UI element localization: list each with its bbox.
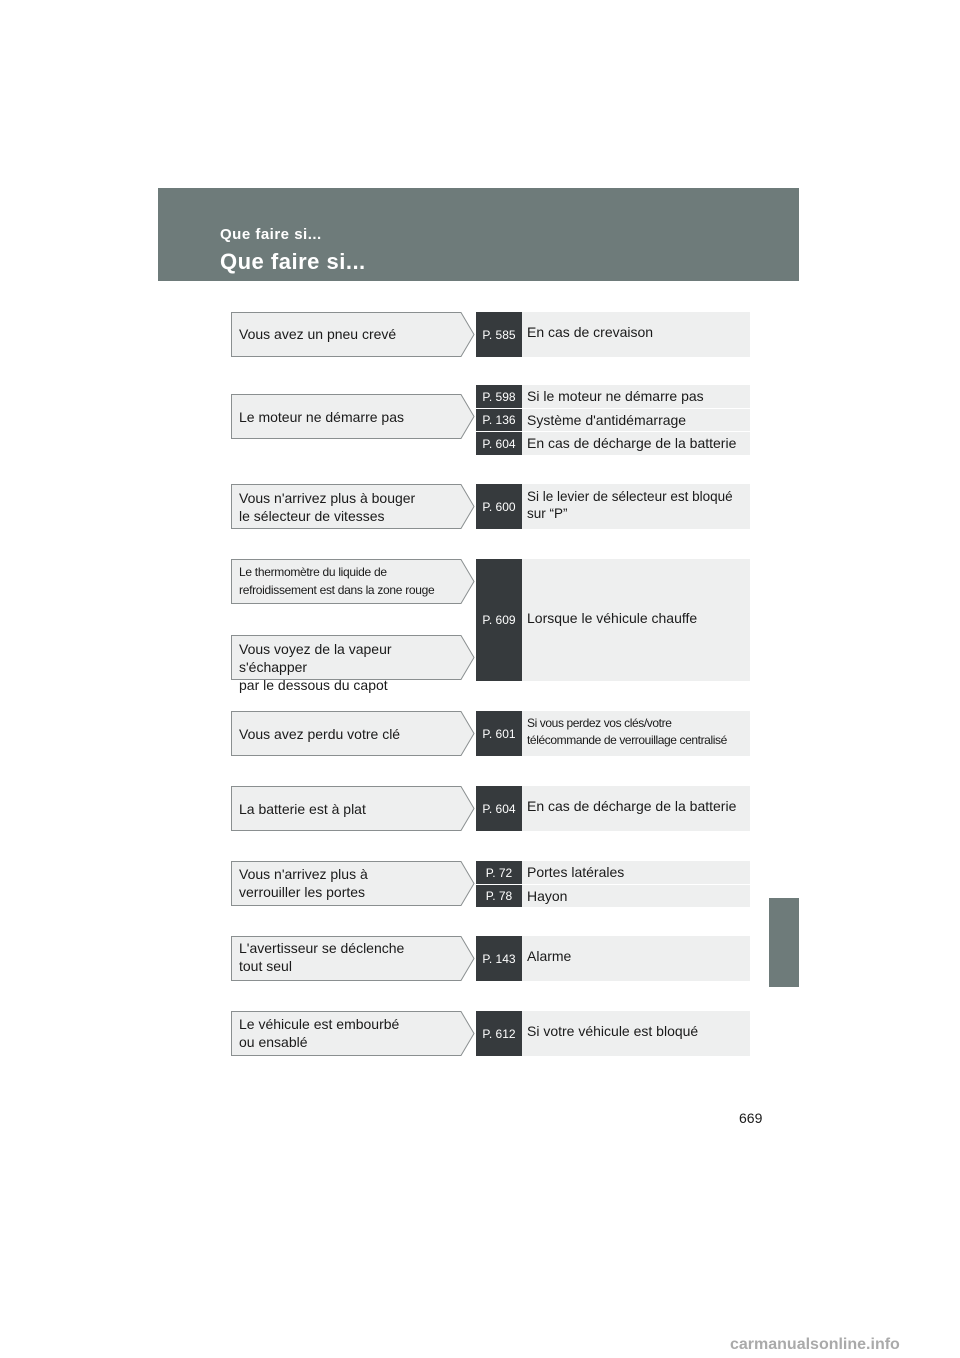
condition-text: Le moteur ne démarre pas — [239, 409, 404, 425]
ref-row[interactable] — [476, 861, 750, 884]
condition-cannot-lock-doors — [231, 861, 475, 906]
ref-row[interactable] — [476, 786, 750, 831]
condition-text: Vous avez perdu votre clé — [239, 726, 401, 742]
ref-row[interactable] — [476, 409, 750, 431]
ref-row[interactable] — [476, 1011, 750, 1056]
condition-selector-stuck — [231, 484, 475, 529]
condition-steam-from-hood — [231, 635, 475, 693]
condition-text: La batterie est à plat — [239, 801, 366, 817]
page-ref: P. 598 — [476, 385, 522, 408]
ref-label: Si le moteur ne démarre pas — [527, 388, 704, 404]
section-header — [158, 188, 799, 281]
ref-label: télécommande de verrouillage centralisé — [527, 733, 727, 747]
ref-row[interactable] — [476, 711, 750, 756]
ref-row[interactable] — [476, 484, 750, 529]
condition-vehicle-stuck — [231, 1011, 475, 1056]
condition-lost-key — [231, 711, 475, 756]
condition-text: verrouiller les portes — [239, 884, 366, 900]
page-ref: P. 143 — [476, 936, 522, 981]
ref-label: En cas de décharge de la batterie — [527, 435, 737, 451]
ref-row[interactable] — [476, 885, 750, 907]
page-ref: P. 78 — [476, 885, 522, 907]
condition-text: Le véhicule est embourbé — [239, 1016, 400, 1032]
condition-text: Vous n'arrivez plus à bouger — [239, 490, 416, 506]
condition-text: Vous avez un pneu crevé — [239, 326, 397, 342]
ref-label: sur “P” — [527, 506, 568, 521]
ref-label: Lorsque le véhicule chauffe — [527, 610, 698, 626]
ref-label: En cas de décharge de la batterie — [527, 798, 737, 814]
page-ref: P. 601 — [476, 711, 522, 756]
chapter-tab — [769, 898, 799, 987]
condition-text: Vous n'arrivez plus à — [239, 866, 368, 882]
page-ref: P. 585 — [476, 312, 522, 357]
condition-alarm-triggers — [231, 936, 475, 981]
ref-row[interactable] — [476, 432, 750, 455]
condition-text: L'avertisseur se déclenche — [239, 940, 405, 956]
watermark: carmanualsonline.info — [730, 1336, 900, 1353]
ref-label: Portes latérales — [527, 864, 625, 880]
condition-battery-flat — [231, 786, 475, 831]
ref-label: Hayon — [527, 888, 568, 904]
page-ref: P. 604 — [476, 786, 522, 831]
condition-text: tout seul — [239, 958, 292, 974]
condition-coolant-temp-red — [231, 559, 475, 604]
ref-label: Système d'antidémarrage — [527, 412, 687, 428]
page-ref: P. 600 — [476, 484, 522, 529]
header-subtitle: Que faire si... — [220, 226, 322, 243]
page-number: 669 — [739, 1110, 763, 1126]
condition-flat-tire — [231, 312, 475, 357]
page-ref: P. 612 — [476, 1011, 522, 1056]
page-ref: P. 609 — [476, 559, 522, 681]
condition-text: Le thermomètre du liquide de — [239, 565, 387, 579]
condition-text: par le dessous du capot — [239, 677, 388, 693]
ref-row[interactable] — [476, 385, 750, 408]
ref-label: Si le levier de sélecteur est bloqué — [527, 489, 733, 504]
page-ref: P. 72 — [476, 861, 522, 884]
page-title: Que faire si... — [220, 249, 366, 274]
ref-row[interactable] — [476, 559, 750, 681]
ref-row[interactable] — [476, 936, 750, 981]
condition-text: refroidissement est dans la zone rouge — [239, 583, 435, 597]
condition-engine-no-start — [231, 394, 475, 439]
condition-text: Vous voyez de la vapeur s'échapper — [239, 641, 392, 675]
condition-text: le sélecteur de vitesses — [239, 508, 385, 524]
ref-label: Alarme — [527, 948, 572, 964]
page-ref: P. 136 — [476, 409, 522, 431]
condition-text: ou ensablé — [239, 1034, 308, 1050]
ref-label: Si vous perdez vos clés/votre — [527, 716, 672, 730]
page-ref: P. 604 — [476, 432, 522, 455]
ref-label: En cas de crevaison — [527, 324, 654, 340]
ref-row[interactable] — [476, 312, 750, 357]
ref-label: Si votre véhicule est bloqué — [527, 1023, 699, 1039]
